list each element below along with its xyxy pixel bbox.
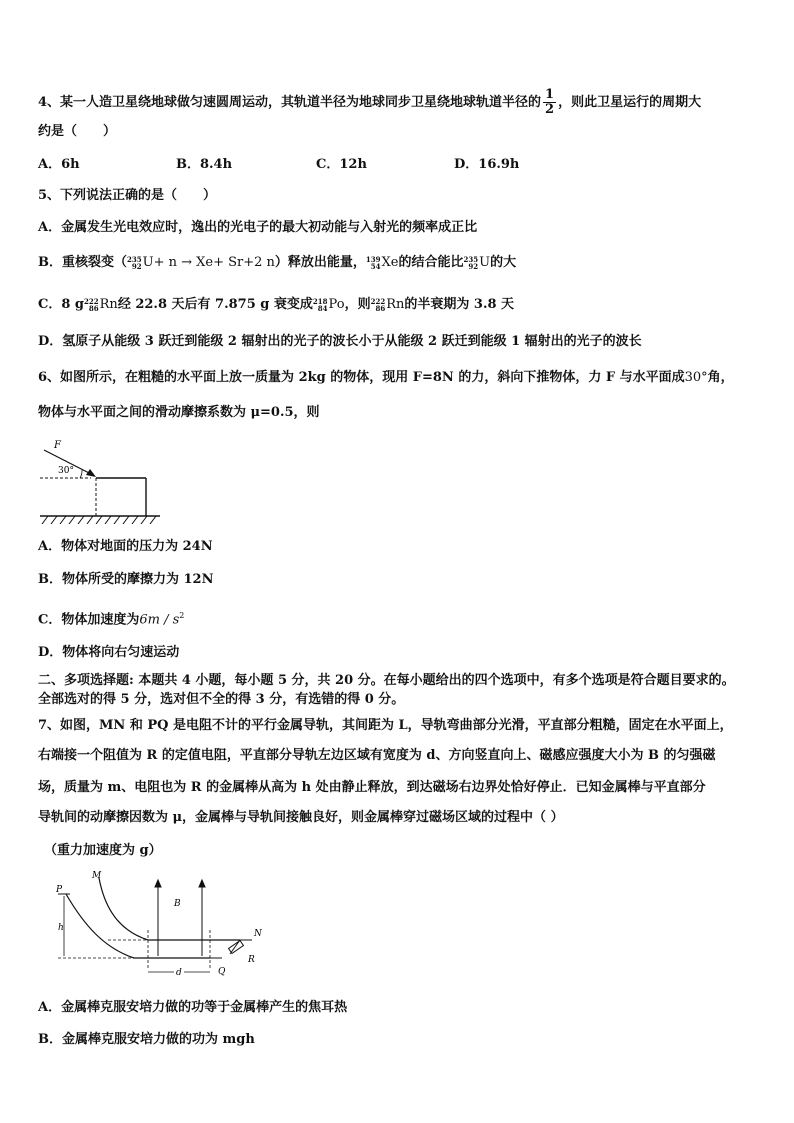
rail-mn — [99, 878, 240, 940]
po-mass: 218 — [312, 296, 328, 306]
u-mass: 235 — [127, 254, 142, 264]
po-isotope — [313, 298, 328, 312]
q7-line2: 右端接一个阻值为 R 的定值电阻，平直部分导轨左边区域有宽度为 d、方向竖直向上、磁感应强度大小为 B 的匀强磁 — [38, 748, 716, 763]
q6-option-c — [38, 606, 184, 630]
angle-label: 30° — [58, 466, 74, 476]
q6c-exponent: 2 — [179, 611, 185, 620]
u-isotope — [127, 256, 142, 270]
po-symbol: Po — [328, 297, 345, 312]
q7-figure — [44, 870, 274, 980]
q5-option-a: A．金属发生光电效应时，逸出的光电子的最大初动能与入射光的频率成正比 — [38, 220, 478, 235]
rn2-mass: 222 — [370, 296, 386, 306]
q4-fraction — [543, 88, 556, 117]
q4-line1 — [38, 88, 701, 117]
q7-line4: 导轨间的动摩擦因数为 μ，金属棒与导轨间接触良好，则金属棒穿过磁场区域的过程中（ ） — [38, 810, 564, 825]
q4-option-b: B．8.4h — [176, 157, 233, 172]
q6-line1 — [38, 368, 734, 388]
q6-option-b: B．物体所受的摩擦力为 12N — [38, 572, 214, 587]
rn-charge: 86 — [88, 303, 99, 313]
rail-pq — [66, 894, 210, 958]
label-p: P — [56, 885, 63, 895]
q4-text-a: 4、某一人造卫星绕地球做匀速圆周运动，其轨道半径为地球同步卫星绕地球轨道半径的 — [38, 95, 542, 110]
q5b-end: 的大 — [490, 255, 517, 270]
q5b-pre: B．重核裂变（ — [38, 255, 127, 270]
q4-text-b: ，则此卫星运行的周期大 — [558, 95, 702, 110]
q5-option-c — [38, 295, 514, 315]
q4-option-d: D．16.9h — [454, 157, 520, 172]
q5b-equation: U+ n → Xe+ Sr+2 n — [142, 255, 275, 270]
u-symbol: U — [479, 255, 491, 270]
q4-line2: 约是（ ） — [38, 124, 117, 139]
u2-mass: 235 — [463, 254, 479, 264]
q7-option-a: A．金属棒克服安培力做的功等于金属棒产生的焦耳热 — [38, 1000, 348, 1015]
angle-arc — [80, 470, 82, 478]
q6c-value: 6m / s — [139, 612, 180, 628]
q7-line1: 7、如图，MN 和 PQ 是电阻不计的平行金属导轨，其间距为 L，导轨弯曲部分光滑，平直部分粗糙，固定在水平面上， — [38, 718, 733, 733]
q7-option-b: B．金属棒克服安培力做的功为 mgh — [38, 1032, 255, 1047]
xe-symbol: Xe — [381, 255, 399, 270]
q5-option-b — [38, 253, 516, 273]
q7-line3: 场，质量为 m、电阻也为 R 的金属棒从高为 h 处由静止释放，到达磁场右边界处恰好停止．已知金属棒与平直部分 — [38, 780, 706, 795]
u2-charge: 92 — [468, 261, 479, 271]
q6-option-d: D．物体将向右匀速运动 — [38, 645, 180, 660]
xe-mass: 139 — [365, 254, 381, 264]
ground-hatch — [42, 516, 156, 524]
section2-line2: 全部选对的得 5 分，选对但不全的得 3 分，有选错的得 0 分。 — [38, 692, 405, 707]
rn-symbol: Rn — [99, 297, 118, 312]
q6-text-end: 角， — [707, 370, 734, 385]
u-charge: 92 — [131, 261, 142, 271]
label-n: N — [254, 929, 262, 939]
rn-isotope — [84, 298, 99, 312]
label-m: M — [92, 871, 102, 881]
q5c-c: ，则 — [344, 297, 371, 312]
force-arrowhead — [86, 469, 96, 477]
q5-stem: 5、下列说法正确的是（ ） — [38, 188, 217, 203]
q5c-a: C．8 g — [38, 297, 85, 312]
q4-option-a: A．6h — [38, 157, 80, 172]
q5c-d: 的半衰期为 3.8 天 — [404, 297, 515, 312]
label-b: B — [174, 899, 181, 909]
rn-symbol-2: Rn — [386, 297, 405, 312]
q6-figure — [36, 434, 166, 524]
label-d: d — [176, 968, 182, 978]
label-r: R — [248, 955, 255, 965]
frac-denominator: 2 — [545, 102, 555, 117]
q5-option-d: D．氢原子从能级 3 跃迁到能级 2 辐射出的光子的波长小于从能级 2 跃迁到能级 1 辐射出的光子的波长 — [38, 334, 642, 349]
po-charge: 84 — [317, 303, 328, 313]
q6-option-a: A．物体对地面的压力为 24N — [38, 539, 213, 554]
resistor — [229, 941, 244, 954]
label-q: Q — [218, 967, 226, 977]
q5c-b: 经 22.8 天后有 7.875 g 衰变成 — [117, 297, 313, 312]
section2-line1: 二、多项选择题: 本题共 4 小题，每小题 5 分，共 20 分。在每小题给出的四个选项中，有多个选项是符合题目要求的。 — [38, 673, 735, 688]
xe-charge: 54 — [370, 261, 381, 271]
q6-line2: 物体与水平面之间的滑动摩擦系数为 μ=0.5，则 — [38, 405, 320, 420]
q6-angle: 30° — [684, 370, 708, 385]
xe-isotope — [366, 256, 381, 270]
u-isotope-2 — [464, 256, 479, 270]
frac-numerator: 1 — [545, 87, 555, 102]
force-label: F — [54, 440, 61, 451]
rn-isotope-2 — [371, 298, 386, 312]
q5b-mid: ）释放出能量， — [274, 255, 366, 270]
label-h: h — [58, 923, 64, 933]
q5b-mid2: 的结合能比 — [398, 255, 464, 270]
q7-line5: （重力加速度为 g） — [44, 843, 162, 858]
q4-option-c: C．12h — [316, 157, 367, 172]
q6c-pre: C．物体加速度为 — [38, 612, 140, 628]
rn2-charge: 86 — [375, 303, 386, 313]
rn-mass: 222 — [84, 296, 99, 306]
q6-text: 6、如图所示，在粗糙的水平面上放一质量为 2kg 的物体，现用 F=8N 的力，斜向下推物体，力 F 与水平面成 — [38, 370, 685, 385]
field-arrows — [155, 880, 205, 956]
